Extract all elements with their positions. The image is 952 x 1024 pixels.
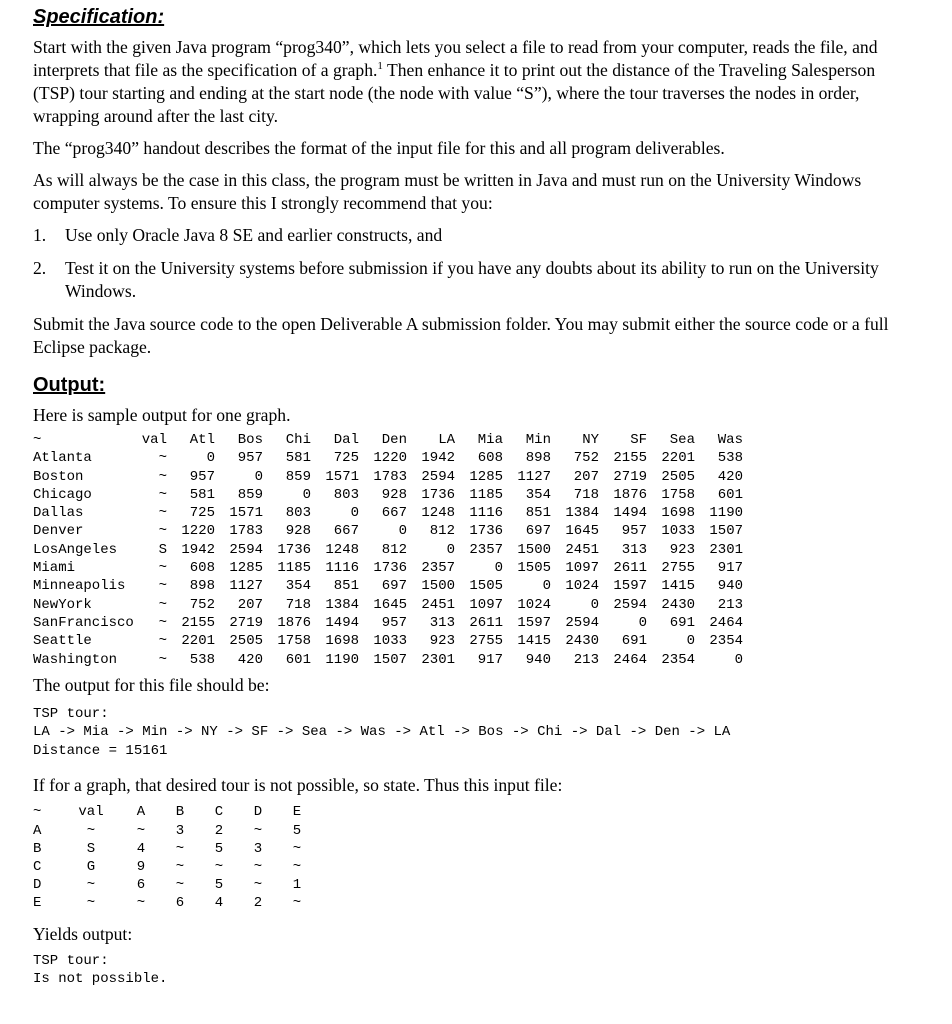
table-cell: 2155 [181,614,215,631]
table-header-row [33,431,743,449]
table-cell: 2 [214,822,224,839]
spec-paragraph-3: As will always be the case in this class, the program must be written in Java and must run on the University Windows computer systems. To ensure this I strongly recommend that you: [33,170,862,213]
specification-heading: Specification: [33,6,165,28]
table-cell: 2594 [565,614,599,631]
table-cell: ~ [158,450,167,467]
table-cell: 2719 [229,614,263,631]
table-cell: 2464 [613,651,647,668]
requirements-list-item [33,224,920,247]
row-label-cell: Minneapolis [33,578,126,595]
table-cell: 1185 [277,560,311,577]
row-label-cell: A [33,822,42,839]
spec-paragraph-1-text: Start with the given Java program “prog340”, which lets you select a file to read from your computer, reads the file, and interprets that file as the specification of a graph. [33,37,878,80]
table-cell: 928 [285,523,311,540]
table-cell: 1220 [373,450,407,467]
table-cell: 1571 [325,468,359,485]
table-cell: 0 [206,450,215,467]
table-cell: 2430 [565,633,599,650]
column-header-cell: ~ [33,432,42,448]
table-cell: 1597 [613,578,647,595]
table-cell: 1645 [373,596,407,613]
table-cell: 1494 [325,614,359,631]
table-cell: ~ [253,877,263,894]
table-cell: 752 [573,450,599,467]
table-cell: 420 [237,651,263,668]
table-cell: S [86,840,96,857]
table-cell: ~ [158,578,167,595]
table-cell: ~ [158,468,167,485]
yields-label: Yields output: [33,923,133,944]
table-cell: 5 [292,822,302,839]
table-cell: 1127 [517,468,551,485]
table-cell: 2301 [421,651,455,668]
table-cell: 928 [381,486,407,503]
tsp-output-block [33,705,920,761]
table-cell: 2594 [613,596,647,613]
table-cell: ~ [214,858,224,875]
row-label-cell: C [33,858,42,875]
table-cell: 581 [285,450,311,467]
table-cell: 1033 [661,523,695,540]
table-cell: 420 [717,468,743,485]
table-cell: 581 [189,486,215,503]
table-cell: 2755 [661,560,695,577]
table-cell: 1758 [661,486,695,503]
table-cell: 1698 [325,633,359,650]
table-row [33,876,317,894]
table-cell: 1285 [469,468,503,485]
table-cell: 0 [638,614,647,631]
tsp-route: LA -> Mia -> Min -> NY -> SF -> Sea -> Was -> Atl -> Bos -> Chi -> Dal -> Den -> LA [33,724,731,741]
table-cell: 0 [734,651,743,668]
column-header-cell: Atl [189,432,215,448]
table-cell: 0 [590,596,599,613]
spec-paragraph-1 [33,36,920,128]
table-cell: 898 [525,450,551,467]
table-cell: 2594 [421,468,455,485]
table-cell: 2451 [421,596,455,613]
table-cell: 1415 [661,578,695,595]
row-label-cell: Miami [33,560,76,577]
table-cell: 2 [253,895,263,912]
table-row [33,541,743,559]
row-label-cell: B [33,840,42,857]
distance-matrix-table [33,431,743,669]
table-cell: 601 [717,486,743,503]
table-cell: 0 [494,560,503,577]
table-cell: 0 [398,523,407,540]
column-header-cell: Dal [333,432,359,448]
table-cell: 0 [686,633,695,650]
table-cell: 917 [717,560,743,577]
table-header-row [33,803,317,821]
table-row [33,596,743,614]
table-row [33,504,743,522]
table-cell: 697 [381,578,407,595]
table-cell: ~ [292,895,302,912]
table-cell: ~ [136,822,146,839]
table-cell: 1876 [613,486,647,503]
row-label-cell: NewYork [33,596,92,613]
table-cell: 0 [542,578,551,595]
column-header-cell: LA [438,432,455,448]
table-cell: 940 [525,651,551,668]
row-label-cell: D [33,877,42,894]
table-cell: 1494 [613,505,647,522]
table-cell: 1783 [229,523,263,540]
row-label-cell: Denver [33,523,84,540]
table-cell: ~ [86,877,96,894]
row-label-cell: Boston [33,468,84,485]
table-cell: 725 [189,505,215,522]
table-cell: 2505 [229,633,263,650]
table-cell: 691 [669,614,695,631]
table-cell: 1116 [325,560,359,577]
table-cell: 2719 [613,468,647,485]
table-cell: 957 [621,523,647,540]
table-cell: 2755 [469,633,503,650]
row-label-cell: Seattle [33,633,92,650]
column-header-cell: D [253,804,263,821]
table-cell: 803 [285,505,311,522]
table-cell: 1248 [325,541,359,558]
table-cell: 0 [350,505,359,522]
table-cell: 859 [285,468,311,485]
table-cell: 1505 [517,560,551,577]
table-cell: 1783 [373,468,407,485]
table-cell: 207 [573,468,599,485]
requirements-list-item [33,257,920,303]
table-cell: 697 [525,523,551,540]
spec-paragraph-1-rest: Then enhance it to print out the distance of the Traveling Salesperson (TSP) tour starting and ending at the start node (the node with value “S”), where the tour traverses the nodes in order, wrapping around after the last city. [33,60,876,126]
table-cell: 0 [302,486,311,503]
row-label-cell: LosAngeles [33,541,118,558]
table-row [33,840,317,858]
column-header-cell: E [292,804,302,821]
table-cell: 957 [237,450,263,467]
table-cell: 1942 [181,541,215,558]
table-cell: 2301 [709,541,743,558]
table-cell: 1097 [469,596,503,613]
table-cell: 1116 [469,505,503,522]
table-cell: S [158,541,167,558]
table-cell: ~ [158,486,167,503]
table-cell: 213 [717,596,743,613]
table-cell: 1220 [181,523,215,540]
table-cell: 2357 [469,541,503,558]
table-cell: 691 [621,633,647,650]
table-cell: 1597 [517,614,551,631]
table-row [33,858,317,876]
table-cell: ~ [175,858,185,875]
row-label-cell: Chicago [33,486,92,503]
table-cell: 923 [669,541,695,558]
column-header-cell: ~ [33,804,42,821]
table-cell: 1698 [661,505,695,522]
list-item-text: Test it on the University systems before submission if you have any doubts about its ability to run on the University Windows. [65,258,879,301]
table-cell: 1736 [469,523,503,540]
table-row [33,559,743,577]
table-cell: 4 [136,840,146,857]
footnote-marker: 1 [377,60,383,72]
table-cell: 2354 [661,651,695,668]
table-cell: 1736 [373,560,407,577]
table-cell: ~ [175,840,185,857]
table-cell: 1127 [229,578,263,595]
table-cell: 1507 [373,651,407,668]
table-cell: 3 [175,822,185,839]
column-header-cell: Chi [285,432,311,448]
list-item-text: Use only Oracle Java 8 SE and earlier constructs, and [65,225,443,245]
table-cell: 1024 [565,578,599,595]
column-header-cell: B [175,804,185,821]
column-header-cell: Bos [237,432,263,448]
table-cell: ~ [158,505,167,522]
table-cell: 957 [189,468,215,485]
table-cell: 2357 [421,560,455,577]
table-cell: 940 [717,578,743,595]
table-cell: ~ [158,596,167,613]
table-cell: ~ [158,560,167,577]
table-cell: ~ [86,895,96,912]
table-cell: 2451 [565,541,599,558]
table-cell: 1758 [277,633,311,650]
table-cell: 812 [429,523,455,540]
column-header-cell: val [141,432,167,448]
table-cell: ~ [292,858,302,875]
result-label: TSP tour: [33,952,109,969]
table-cell: 2611 [469,614,503,631]
table-cell: 5 [214,840,224,857]
column-header-cell: Den [381,432,407,448]
table-cell: 1384 [565,505,599,522]
table-cell: 803 [333,486,359,503]
column-header-cell: Min [525,432,551,448]
table-row [33,468,743,486]
table-cell: 1736 [277,541,311,558]
table-cell: 207 [237,596,263,613]
table-cell: ~ [253,822,263,839]
table-cell: 923 [429,633,455,650]
table-cell: 917 [477,651,503,668]
tsp-label: TSP tour: [33,705,109,722]
table-cell: 313 [621,541,647,558]
column-header-cell: SF [630,432,647,448]
table-cell: 1415 [517,633,551,650]
table-row [33,894,317,912]
table-cell: 1500 [517,541,551,558]
table-cell: 1384 [325,596,359,613]
table-cell: 1507 [709,523,743,540]
table-cell: 1 [292,877,302,894]
table-cell: 538 [717,450,743,467]
table-cell: 957 [381,614,407,631]
table-cell: 2611 [613,560,647,577]
table-cell: 2464 [709,614,743,631]
column-header-cell: Sea [669,432,695,448]
table-cell: 313 [429,614,455,631]
table-cell: 898 [189,578,215,595]
table-row [33,632,743,650]
table-cell: 2155 [613,450,647,467]
table-cell: ~ [253,858,263,875]
table-row [33,651,743,669]
output-heading: Output: [33,374,106,396]
table-cell: 6 [175,895,185,912]
table-cell: 667 [381,505,407,522]
table-cell: 0 [446,541,455,558]
table-cell: 752 [189,596,215,613]
table-cell: ~ [158,633,167,650]
table-cell: 608 [189,560,215,577]
not-possible-output-block [33,952,920,989]
list-number: 1. [33,225,47,245]
table-cell: 1645 [565,523,599,540]
table-cell: 1185 [469,486,503,503]
table-cell: 5 [214,877,224,894]
table-row [33,449,743,467]
table-cell: 2594 [229,541,263,558]
table-cell: 2505 [661,468,695,485]
table-cell: 859 [237,486,263,503]
row-label-cell: E [33,895,42,912]
column-header-cell: Was [717,432,743,448]
table-cell: 1571 [229,505,263,522]
table-cell: 213 [573,651,599,668]
column-header-cell: A [136,804,146,821]
table-cell: 3 [253,840,263,857]
column-header-cell: Mia [477,432,503,448]
table-cell: 2430 [661,596,695,613]
table-cell: 851 [333,578,359,595]
table-cell: 2201 [181,633,215,650]
table-cell: ~ [292,840,302,857]
output-file-intro: The output for this file should be: [33,674,270,695]
table-cell: ~ [86,822,96,839]
spec-paragraph-4: Submit the Java source code to the open Deliverable A submission folder. You may submit either the source code or a full Eclipse package. [33,314,889,357]
table-cell: ~ [158,614,167,631]
table-cell: 608 [477,450,503,467]
row-label-cell: SanFrancisco [33,614,134,631]
table-cell: 718 [285,596,311,613]
table-cell: 1024 [517,596,551,613]
table-cell: ~ [136,895,146,912]
table-cell: ~ [158,523,167,540]
table-cell: 1942 [421,450,455,467]
table-row [33,577,743,595]
column-header-cell: NY [582,432,599,448]
table-cell: ~ [175,877,185,894]
table-cell: 667 [333,523,359,540]
table-cell: 601 [285,651,311,668]
table-cell: 2201 [661,450,695,467]
table-cell: 9 [136,858,146,875]
requirements-list [33,224,920,303]
table-cell: ~ [158,651,167,668]
table-cell: 1190 [709,505,743,522]
column-header-cell: C [214,804,224,821]
table-cell: 6 [136,877,146,894]
not-possible-intro: If for a graph, that desired tour is not possible, so state. Thus this input file: [33,775,563,796]
table-cell: 538 [189,651,215,668]
table-row [33,614,743,632]
result-text: Is not possible. [33,971,168,988]
table-cell: 1876 [277,614,311,631]
table-row [33,522,743,540]
table-cell: 0 [254,468,263,485]
table-cell: 2354 [709,633,743,650]
column-header-cell: val [78,804,104,821]
row-label-cell: Atlanta [33,450,92,467]
list-number: 2. [33,258,47,278]
table-cell: 1285 [229,560,263,577]
table-cell: 1505 [469,578,503,595]
table-row [33,486,743,504]
table-row [33,822,317,840]
table-cell: 4 [214,895,224,912]
row-label-cell: Washington [33,651,118,668]
table-cell: 725 [333,450,359,467]
tsp-distance: Distance = 15161 [33,742,168,759]
table-cell: 851 [525,505,551,522]
table-cell: 354 [285,578,311,595]
spec-paragraph-2: The “prog340” handout describes the format of the input file for this and all program deliverables. [33,138,725,158]
row-label-cell: Dallas [33,505,84,522]
output-intro: Here is sample output for one graph. [33,405,291,425]
table-cell: 1500 [421,578,455,595]
table-cell: G [86,858,96,875]
table-cell: 1248 [421,505,455,522]
table-cell: 1736 [421,486,455,503]
table-cell: 1033 [373,633,407,650]
table-cell: 1097 [565,560,599,577]
table-cell: 354 [525,486,551,503]
small-graph-table [33,803,317,912]
table-cell: 812 [381,541,407,558]
table-cell: 1190 [325,651,359,668]
table-cell: 718 [573,486,599,503]
